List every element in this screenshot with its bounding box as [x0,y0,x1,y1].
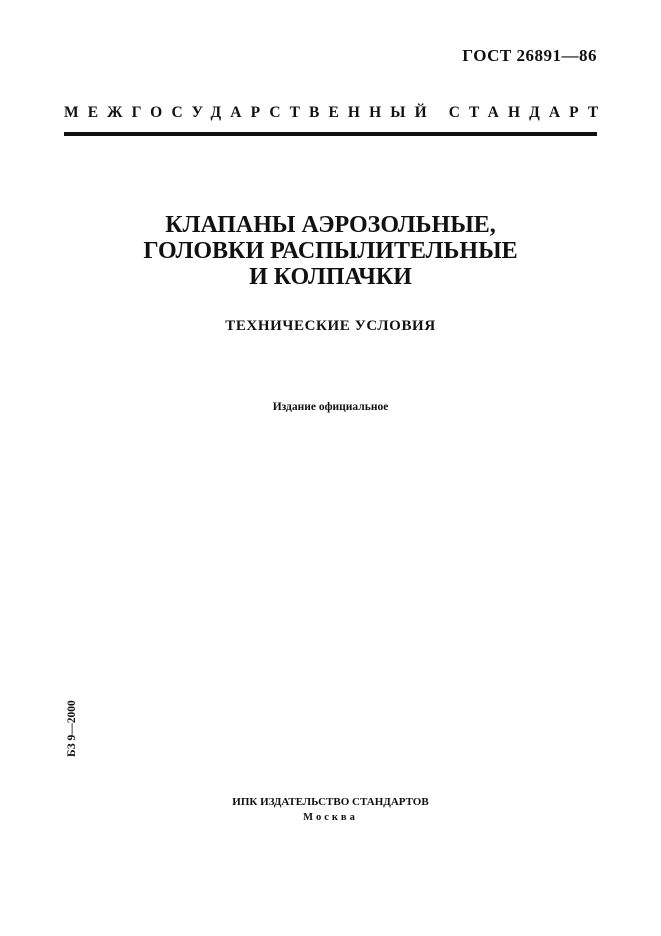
gost-number: ГОСТ 26891—86 [462,46,597,65]
publisher-name: ИПК ИЗДАТЕЛЬСТВО СТАНДАРТОВ [232,796,429,808]
side-code: БЗ 9—2000 [66,700,78,757]
standard-header: МЕЖГОСУДАРСТВЕННЫЙ СТАНДАРТ [64,104,608,121]
edition-note: Издание официальное [272,401,389,413]
title-line-2: ГОЛОВКИ РАСПЫЛИТЕЛЬНЫЕ [143,238,518,264]
document-title [0,212,661,290]
header-divider [64,132,597,136]
document-subtitle: ТЕХНИЧЕСКИЕ УСЛОВИЯ [225,318,436,334]
publisher-city: Москва [303,812,358,823]
title-line-1: КЛАПАНЫ АЭРОЗОЛЬНЫЕ, [165,212,496,238]
title-line-3: И КОЛПАЧКИ [249,264,412,290]
